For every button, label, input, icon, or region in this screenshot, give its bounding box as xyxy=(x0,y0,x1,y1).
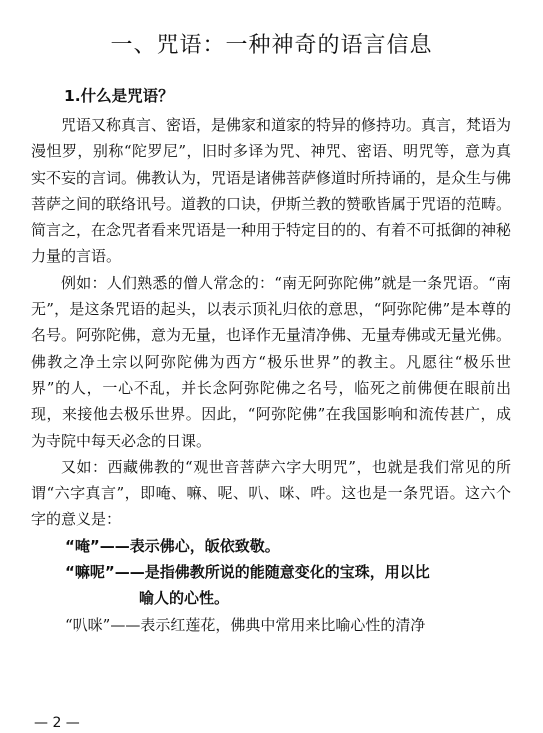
section-heading: 1.什么是咒语？ xyxy=(64,87,174,105)
page-title: 一、咒语：一种神奇的语言信息 xyxy=(110,33,433,58)
page-number: — 2 — xyxy=(34,715,80,731)
paragraph-1: 咒语又称真言、密语，是佛家和道家的特异的修持功。真言，梵语为漫怛罗，别称“陀罗尼”，旧时多译为咒、神咒、密语、明咒等，意为真实不妄的言词。佛教认为，咒语是诸佛菩萨修道时所持诵的，是众生与佛菩萨之间的联络讯号。道教的口诀，伊斯兰教的赞歌皆属于咒语的范畴。简言之，在念咒者看来咒语是一种用于特定目的的、有着不可抵御的神秘力量的言语。 xyxy=(31,116,512,266)
mantra-item-mani-continued: 喻人的心性。 xyxy=(139,589,230,608)
body-text xyxy=(31,112,511,638)
paragraph-3: 又如：西藏佛教的“观世音菩萨六字大明咒”，也就是我们常见的所谓“六字真言”，即唵、嘛、呢、叭、咪、吽。这也是一条咒语。这六个字的意义是： xyxy=(31,457,511,529)
mantra-item-padme: “叭咪”——表示红莲花，佛典中常用来比喻心性的清净 xyxy=(65,615,426,634)
mantra-item-mani: “嘛呢”——是指佛教所说的能随意变化的宝珠，用以比 xyxy=(65,563,430,582)
paragraph-2: 例如：人们熟悉的僧人常念的：“南无阿弥陀佛”就是一条咒语。“南无”，是这条咒语的起头，以表示顶礼归依的意思，“阿弥陀佛”是本尊的名号。阿弥陀佛，意为无量，也译作无量清净佛、无量寿佛或无量光佛。佛教之净土宗以阿弥陀佛为西方“极乐世界”的教主。凡愿往“极乐世界”的人，一心不乱，并长念阿弥陀佛之名号，临死之前佛便在眼前出现，来接他去极乐世界。因此，“阿弥陀佛”在我国影响和流传甚广，成为寺院中每天必念的日课。 xyxy=(31,273,512,450)
mantra-item-om: “唵”——表示佛心，皈依致敬。 xyxy=(65,536,280,555)
